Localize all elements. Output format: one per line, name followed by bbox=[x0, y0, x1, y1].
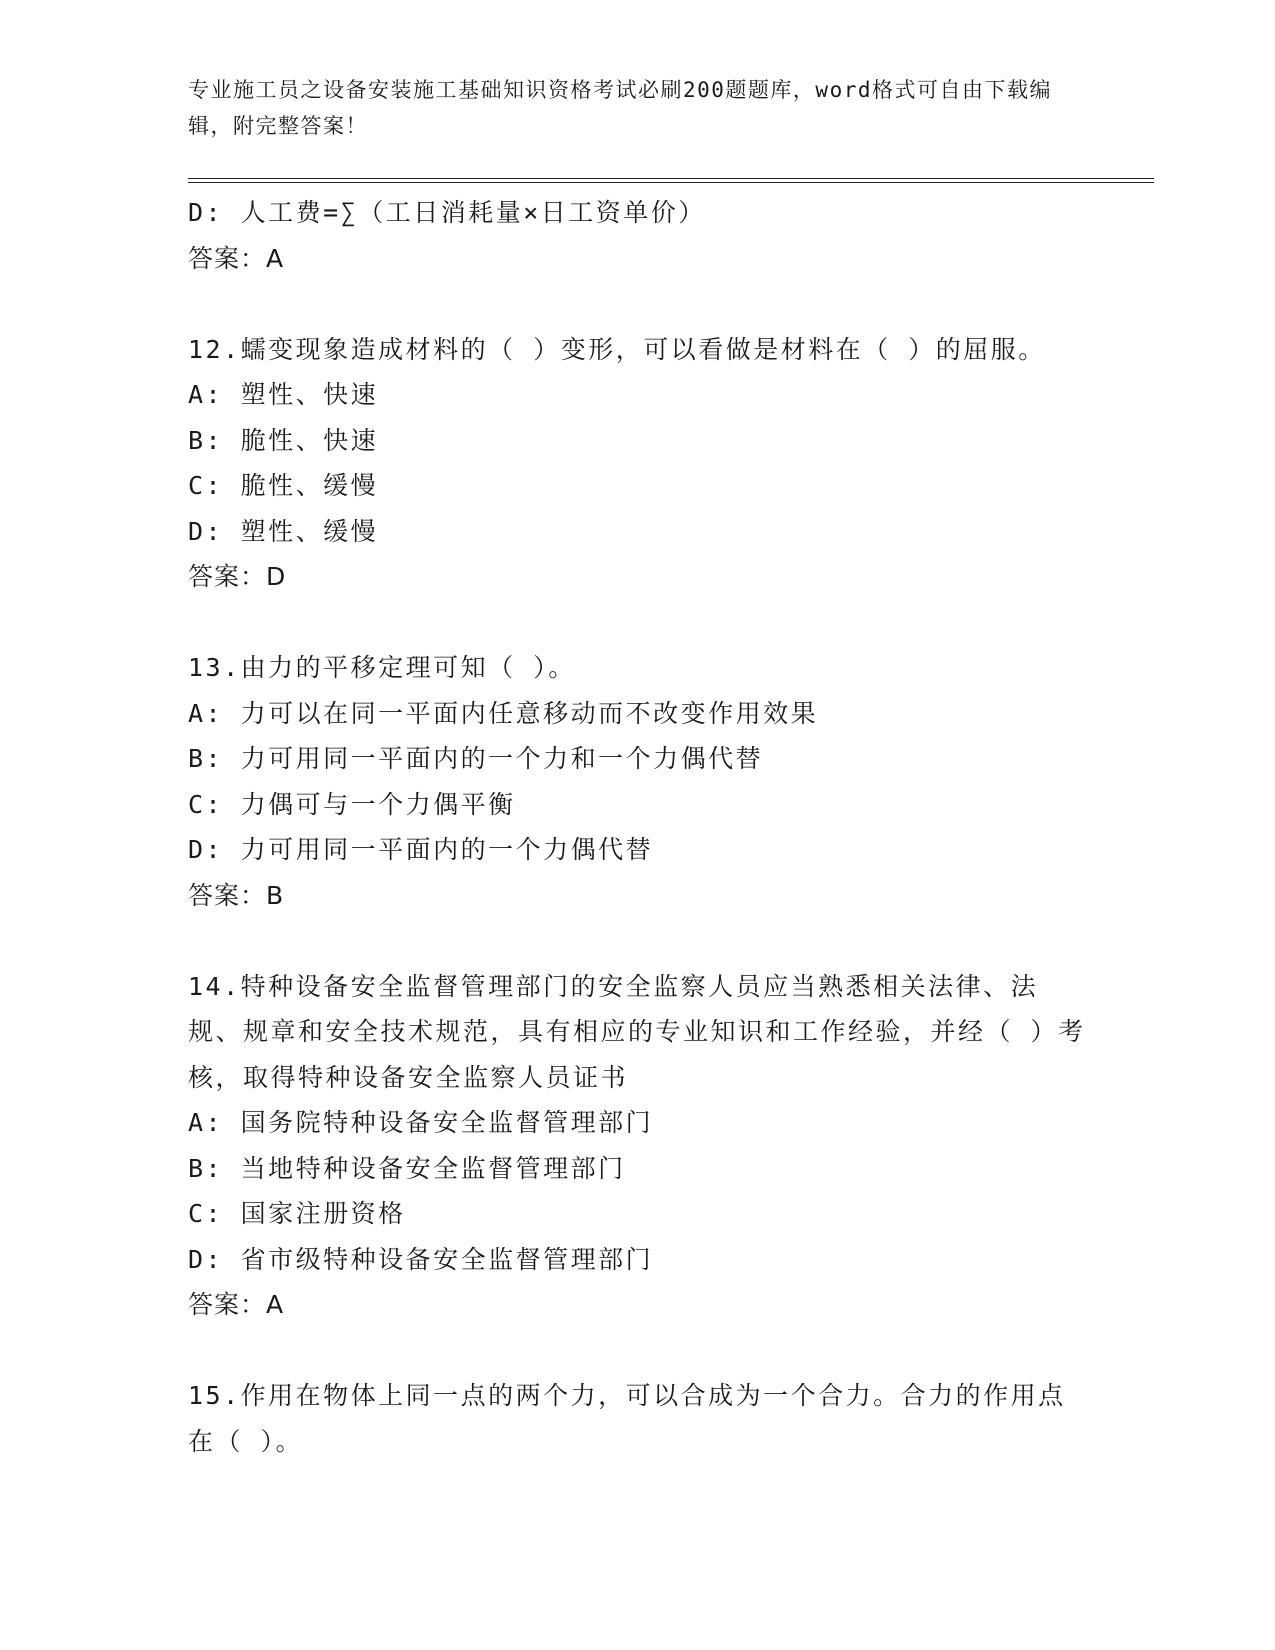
option-b: B: 力可用同一平面内的一个力和一个力偶代替 bbox=[188, 744, 764, 773]
option-c: C: 国家注册资格 bbox=[188, 1199, 406, 1228]
question-15 bbox=[188, 1373, 1088, 1464]
answer: 答案：B bbox=[188, 880, 285, 910]
option-a: A: 国务院特种设备安全监督管理部门 bbox=[188, 1108, 654, 1137]
question-14 bbox=[188, 964, 1088, 1328]
answer: 答案：A bbox=[188, 1290, 285, 1319]
option-c: C: 脆性、缓慢 bbox=[188, 471, 379, 500]
option-c: C: 力偶可与一个力偶平衡 bbox=[188, 789, 516, 819]
option-d: D: 力可用同一平面内的一个力偶代替 bbox=[188, 835, 654, 864]
document-header: 专业施工员之设备安装施工基础知识资格考试必刷200题题库，word格式可自由下载编辑，附完整答案！ bbox=[188, 78, 1052, 138]
question-11-tail bbox=[188, 190, 1088, 281]
question-text: 13.由力的平移定理可知（ ）。 bbox=[188, 653, 576, 682]
spacer bbox=[188, 281, 1088, 327]
option-b: B: 当地特种设备安全监督管理部门 bbox=[188, 1153, 626, 1183]
answer: 答案：A bbox=[188, 243, 285, 273]
question-text: 15.作用在物体上同一点的两个力，可以合成为一个合力。合力的作用点在（ ）。 bbox=[188, 1381, 1066, 1456]
option-d: D: 省市级特种设备安全监督管理部门 bbox=[188, 1244, 654, 1274]
option-d: D: 人工费=∑（工日消耗量×日工资单价） bbox=[188, 198, 706, 227]
header-double-rule bbox=[188, 178, 1154, 183]
option-a: A: 力可以在同一平面内任意移动而不改变作用效果 bbox=[188, 698, 819, 728]
spacer bbox=[188, 1328, 1088, 1374]
question-list bbox=[188, 190, 1088, 1464]
question-13 bbox=[188, 645, 1088, 918]
question-12 bbox=[188, 327, 1088, 600]
spacer bbox=[188, 600, 1088, 646]
option-b: B: 脆性、快速 bbox=[188, 425, 379, 455]
option-d: D: 塑性、缓慢 bbox=[188, 516, 379, 546]
question-text: 12.蠕变现象造成材料的（ ）变形，可以看做是材料在（ ）的屈服。 bbox=[188, 334, 1046, 364]
option-a: A: 塑性、快速 bbox=[188, 380, 379, 409]
spacer bbox=[188, 918, 1088, 964]
question-text: 14.特种设备安全监督管理部门的安全监察人员应当熟悉相关法律、法规、规章和安全技术规范，具有相应的专业知识和工作经验，并经（ ）考核，取得特种设备安全监察人员证书 bbox=[188, 971, 1086, 1092]
answer: 答案：D bbox=[188, 562, 287, 591]
